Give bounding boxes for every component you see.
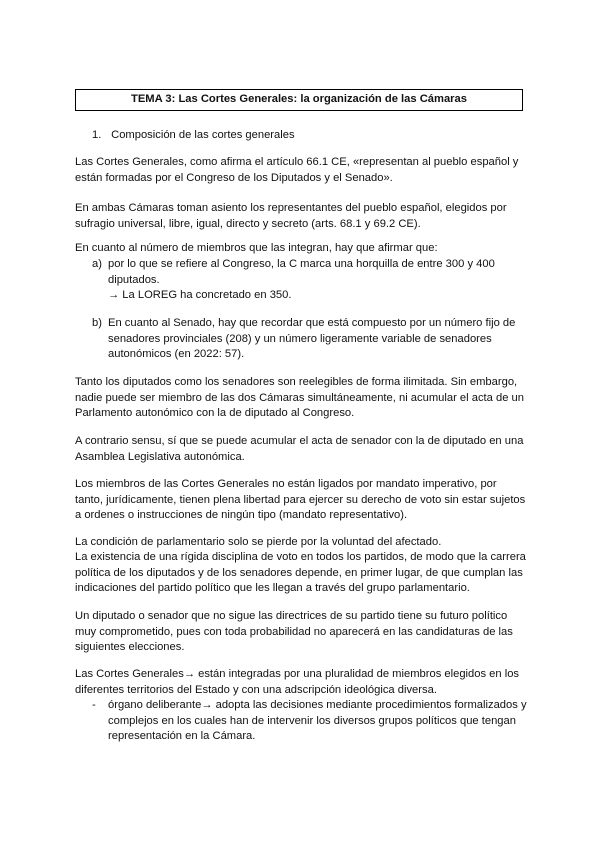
list-item-a-note: → La LOREG ha concretado en 350. [108,289,292,301]
list-item-b-text: En cuanto al Senado, hay que recordar que está compuesto por un número fijo de senadores provinciales (208) y un número ligeramente variable de senadores autonómicos (en 2022: 57). [108,317,516,360]
dash-list-item-text: órgano deliberante→ adopta las decisiones mediante procedimientos formalizados y complejos en los cuales han de intervenir los diversos grupos políticos que tengan representación en la Cámara. [108,699,527,742]
paragraph-4: Tanto los diputados como los senadores son reelegibles de forma ilimitada. Sin embargo, nadie puede ser miembro de las dos Cámaras simultáneamente, ni acumular el acta de un Parlamento autonómico con la de diputado al Congreso. [75,376,524,419]
paragraph-7a: La condición de parlamentario solo se pierde por la voluntad del afectado. [75,536,442,548]
paragraph-7b: La existencia de una rígida disciplina de voto en todos los partidos, de modo que la carrera política de los diputados y de los senadores depende, en primer lugar, de que cumplan las indicaciones del partido político que les llegan a través del grupo parlamentario. [75,551,526,594]
section-label: Composición de las cortes generales [111,129,295,141]
list-item-a-label: a) [92,258,102,270]
dash-list-item [92,698,527,745]
section-heading [92,128,295,144]
paragraph-8: Un diputado o senador que no sigue las directrices de su partido tiene su futuro político muy comprometido, pues con toda probabilidad no aparecerá en las candidaturas de las siguientes elecciones. [75,610,513,653]
paragraph-9: Las Cortes Generales→ están integradas por una pluralidad de miembros elegidos en los diferentes territorios del Estado y con una adscripción ideológica diversa. [75,668,520,696]
list-item-a-text: por lo que se refiere al Congreso, la C marca una horquilla de entre 300 y 400 diputados. [108,258,495,286]
document-title [75,89,523,111]
document-title-text: TEMA 3: Las Cortes Generales: la organización de las Cámaras [131,93,467,106]
paragraph-2: En ambas Cámaras toman asiento los representantes del pueblo español, elegidos por sufragio universal, libre, igual, directo y secreto (arts. 68.1 y 69.2 CE). [75,202,507,230]
list-item-b [92,316,527,363]
paragraph-6: Los miembros de las Cortes Generales no están ligados por mandato imperativo, por tanto, jurídicamente, tienen plena libertad para ejercer su derecho de voto sin estar sujetos a ordenes o instrucciones de ningún tipo (mandato representativo). [75,478,526,521]
dash-list-item-label: - [92,699,96,711]
list-item-b-label: b) [92,317,102,329]
section-number: 1. [92,129,102,141]
paragraph-5: A contrario sensu, sí que se puede acumular el acta de senador con la de diputado en una Asamblea Legislativa autonómica. [75,435,524,463]
paragraph-1: Las Cortes Generales, como afirma el artículo 66.1 CE, «representan al pueblo español y están formadas por el Congreso de los Diputados y el Senado». [75,156,519,184]
list-item-a [92,257,527,304]
paragraph-3: En cuanto al número de miembros que las integran, hay que afirmar que: [75,242,438,254]
